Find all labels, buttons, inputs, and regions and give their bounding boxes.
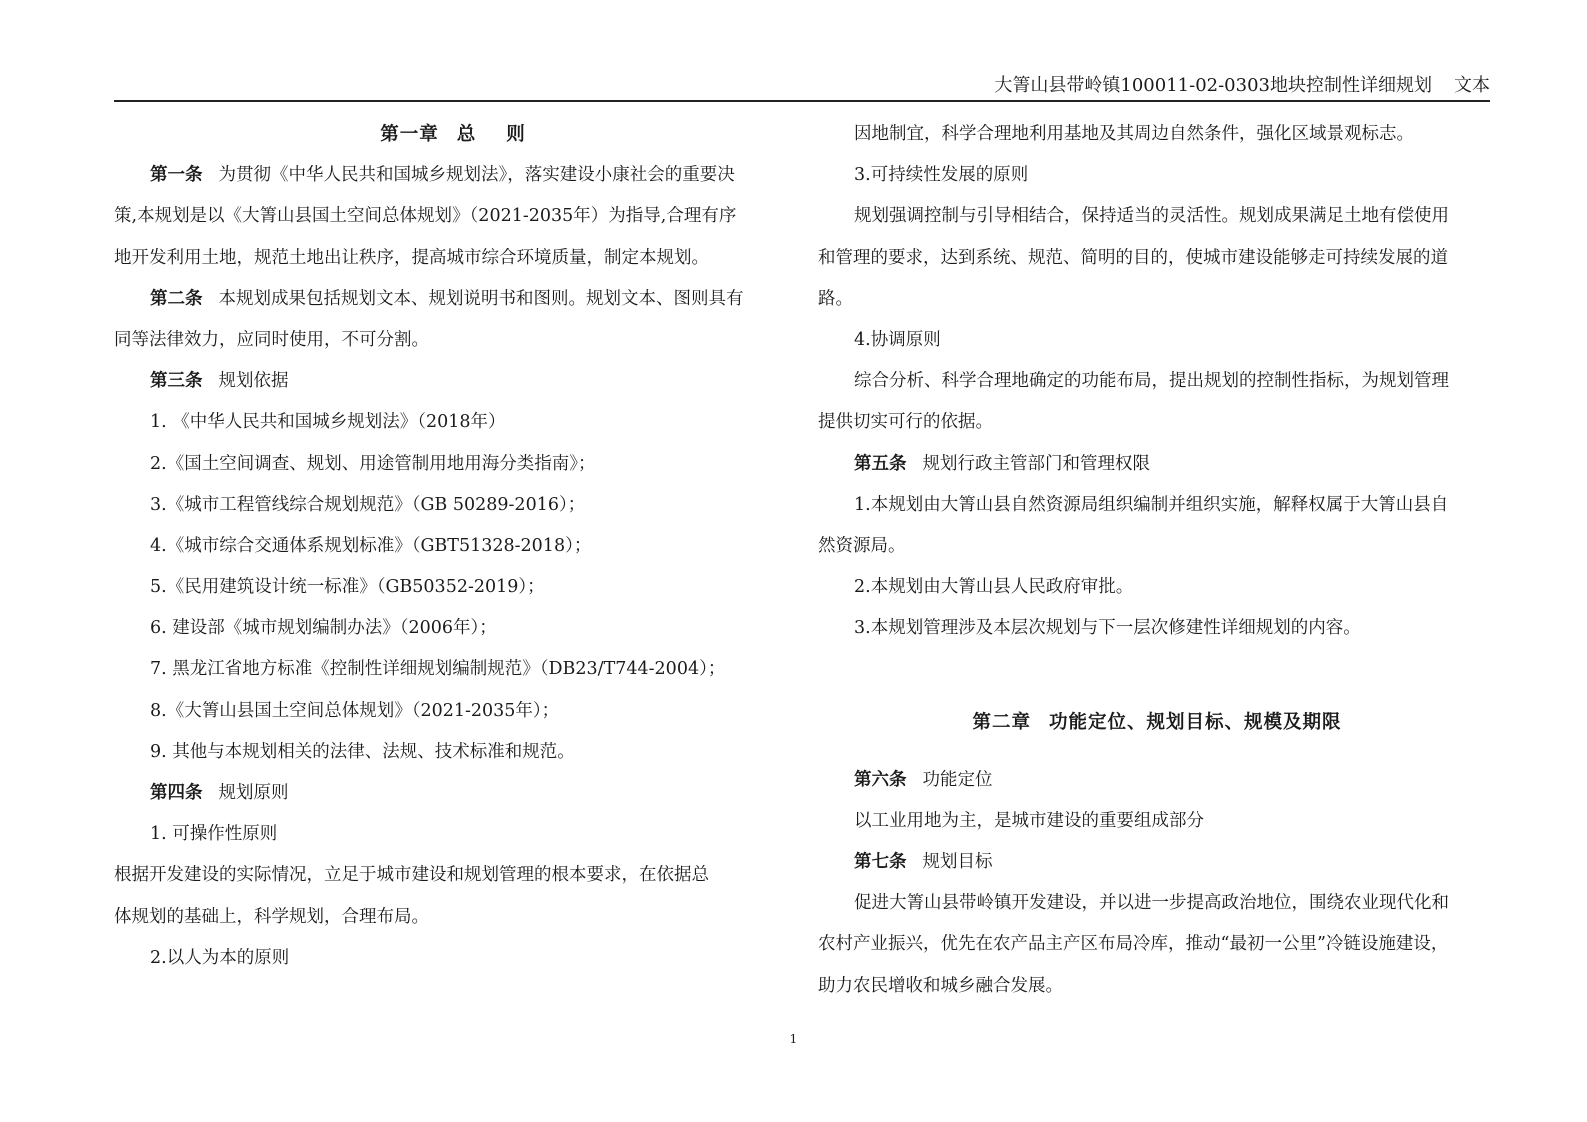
article-1-line-1 (114, 155, 792, 196)
principle-4-line-1: 综合分析、科学合理地确定的功能布局，提出规划的控制性指标，为规划管理 (854, 371, 1449, 392)
article-4-label: 第四条 (150, 783, 203, 803)
article-2-text-1: 本规划成果包括规划文本、规划说明书和图则。规划文本、图则具有 (218, 288, 744, 309)
header-rule (114, 100, 1490, 102)
article-2-label: 第二条 (150, 288, 203, 309)
article-4-heading (114, 773, 792, 814)
authority-item-2: 2.本规划由大箐山县人民政府审批。 (854, 577, 1134, 598)
article-5-heading (818, 444, 1496, 485)
basis-item-7: 7. 黑龙江省地方标准《控制性详细规划编制规范》（DB23/T744-2004）； (150, 659, 726, 680)
article-3-title: 规划依据 (218, 371, 289, 392)
basis-item-9: 9. 其他与本规划相关的法律、法规、技术标准和规范。 (150, 741, 575, 762)
article-7-line-2: 农村产业振兴，优先在农产品主产区布局冷库，推动“最初一公里”冷链设施建设， (818, 934, 1449, 955)
document-type: 文本 (1454, 75, 1490, 96)
page-number: 1 (789, 1032, 798, 1046)
article-7-heading (818, 842, 1496, 883)
principle-2-heading: 2.以人为本的原则 (150, 947, 290, 968)
chapter-1-title-b: 则 (506, 124, 526, 145)
chapter-2-label: 第二章 (972, 712, 1031, 734)
chapter-1-title-a: 总 (456, 124, 477, 145)
article-1-line-3: 地开发利用土地，规范土地出让秩序，提高城市综合环境质量，制定本规划。 (114, 247, 709, 268)
article-1-label: 第一条 (150, 165, 203, 186)
basis-item-4: 4.《城市综合交通体系规划标准》（GBT51328-2018）； (150, 535, 592, 556)
basis-item-5: 5.《民用建筑设计统一标准》（GB50352-2019）； (150, 577, 545, 598)
article-2-line-1 (114, 279, 792, 320)
principle-1-heading: 1. 可操作性原则 (150, 824, 278, 845)
article-6-label: 第六条 (854, 769, 907, 790)
chapter-2-text: 功能定位、规划目标、规模及期限 (1049, 712, 1342, 734)
left-column (114, 114, 792, 979)
document-title: 大箐山县带岭镇100011-02-0303地块控制性详细规划 (994, 75, 1432, 96)
article-5-title: 规划行政主管部门和管理权限 (922, 453, 1150, 474)
article-7-line-3: 助力农民增收和城乡融合发展。 (818, 975, 1063, 996)
right-column (818, 114, 1496, 1007)
basis-item-1: 1. 《中华人民共和国城乡规划法》（2018年） (150, 412, 506, 433)
basis-item-2: 2.《国土空间调查、规划、用途管制用地用海分类指南》； (150, 453, 596, 474)
authority-item-3: 3.本规划管理涉及本层次规划与下一层次修建性详细规划的内容。 (854, 618, 1361, 639)
chapter-spacer (818, 649, 1496, 702)
article-6-heading (818, 760, 1496, 801)
article-1-text-1: 为贯彻《中华人民共和国城乡规划法》，落实建设小康社会的重要决 (218, 165, 735, 186)
article-3-label: 第三条 (150, 371, 203, 392)
article-2-line-2: 同等法律效力，应同时使用，不可分割。 (114, 329, 429, 350)
basis-item-6: 6. 建设部《城市规划编制办法》（2006年）； (150, 618, 497, 639)
chapter-2-spacer (818, 744, 1496, 760)
principle-3-heading: 3.可持续性发展的原则 (854, 165, 1029, 186)
principle-2-text: 因地制宜，科学合理地利用基地及其周边自然条件，强化区域景观标志。 (854, 124, 1414, 144)
article-6-title: 功能定位 (922, 769, 993, 790)
principle-4-line-2: 提供切实可行的依据。 (818, 412, 993, 433)
article-7-label: 第七条 (854, 852, 907, 872)
authority-item-1-line-1: 1.本规划由大箐山县自然资源局组织编制并组织实施，解释权属于大箐山县自 (854, 494, 1449, 515)
running-header (114, 74, 1490, 98)
authority-item-1-line-2: 然资源局。 (818, 535, 906, 556)
basis-item-8: 8.《大箐山县国土空间总体规划》（2021-2035年）； (150, 700, 560, 721)
principle-3-line-3: 路。 (818, 288, 853, 309)
article-1-line-2: 策,本规划是以《大箐山县国土空间总体规划》（2021-2035年）为指导,合理有序 (114, 206, 737, 227)
basis-item-3: 3.《城市工程管线综合规划规范》（GB 50289-2016）； (150, 494, 586, 515)
article-7-title: 规划目标 (922, 852, 993, 872)
principle-3-line-1: 规划强调控制与引导相结合，保持适当的灵活性。规划成果满足土地有偿使用 (854, 206, 1449, 227)
principle-3-line-2: 和管理的要求，达到系统、规范、简明的目的，使城市建设能够走可持续发展的道 (818, 247, 1448, 268)
article-5-label: 第五条 (854, 453, 907, 474)
article-7-line-1: 促进大箐山县带岭镇开发建设，并以进一步提高政治地位，围绕农业现代化和 (854, 893, 1449, 914)
chapter-1-title (114, 114, 792, 155)
chapter-2-title (818, 702, 1496, 743)
principle-4-heading: 4.协调原则 (854, 329, 941, 350)
principle-1-line-2: 体规划的基础上，科学规划，合理布局。 (114, 906, 429, 927)
article-6-text: 以工业用地为主，是城市建设的重要组成部分 (854, 810, 1204, 831)
principle-1-line-1: 根据开发建设的实际情况，立足于城市建设和规划管理的根本要求，在依据总 (114, 865, 709, 886)
chapter-1-label: 第一章 (380, 124, 439, 145)
article-3-heading (114, 361, 792, 402)
article-4-title: 规划原则 (218, 783, 289, 803)
